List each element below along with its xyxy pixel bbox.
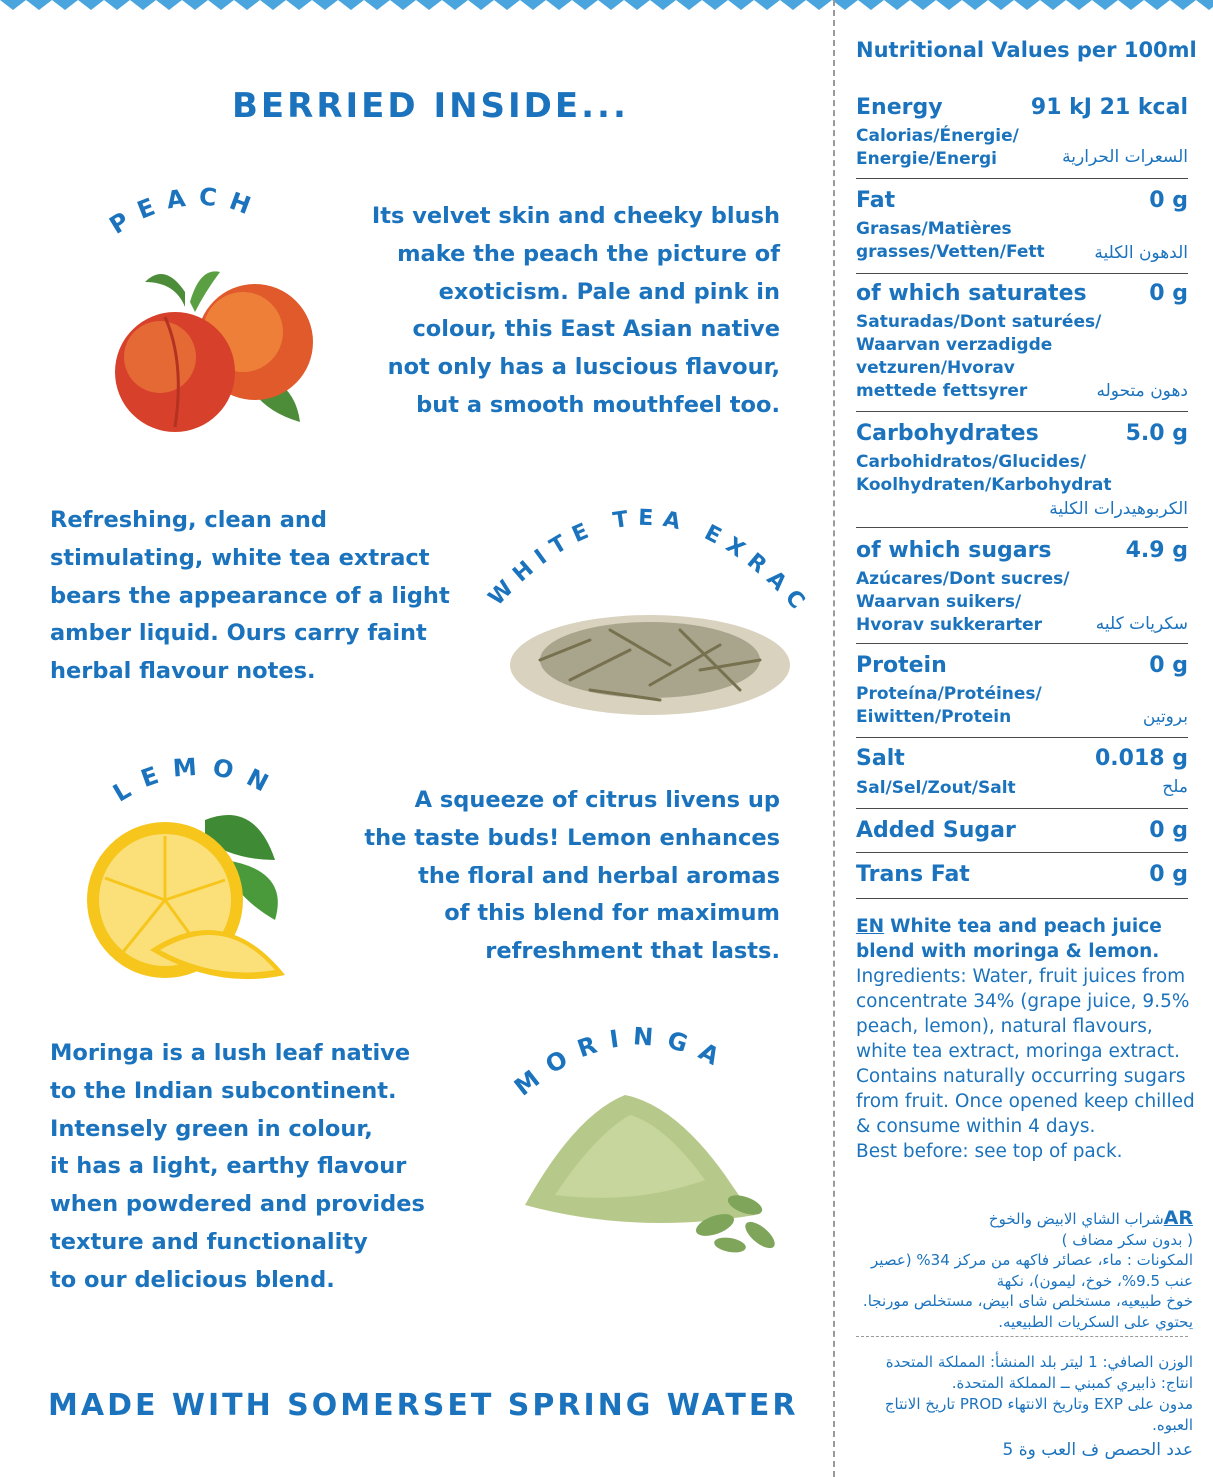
arabic-line: مدون على EXP وتاريخ الانتهاء PROD تاريخ الانتاج العبوه. <box>884 1395 1193 1434</box>
row-divider <box>856 737 1188 738</box>
text-line: A squeeze of citrus livens up <box>414 787 780 813</box>
nutrient-label: Added Sugar <box>856 818 1016 843</box>
nutrient-translations: Carbohidratos/Glucides/ Koolhydraten/Karbohydrat <box>856 452 1112 495</box>
peach-image <box>105 262 315 442</box>
nutrient-label: Trans Fat <box>856 862 970 887</box>
nutrient-translations: Grasas/Matières grasses/Vetten/Fett <box>856 219 1045 262</box>
text-line: the taste buds! Lemon enhances <box>364 824 780 851</box>
white-tea-image <box>500 590 800 730</box>
nutrient-arabic: بروتين <box>1142 707 1188 727</box>
text-line: not only has a luscious flavour, <box>387 354 780 381</box>
product-description: White tea and peach juice blend with moringa & lemon. <box>856 916 1162 962</box>
peach-label: PEACH <box>104 182 266 240</box>
text-line: stimulating, white tea extract <box>50 544 430 571</box>
nutrition-row-carbohydrates <box>856 421 1188 521</box>
nutrient-arabic: السعرات الحرارية <box>1062 147 1188 167</box>
nutrient-value: 0.018 g <box>1095 746 1188 771</box>
row-divider <box>856 808 1188 809</box>
arabic-line: خوخ طبيعيه، مستخلص شاى ابيض، مستخلص مورنجا. <box>862 1292 1193 1310</box>
arabic-line: يحتوي على السكريات الطبيعيه. <box>998 1312 1193 1331</box>
text-line: bears the appearance of a light <box>50 582 450 609</box>
row-divider <box>856 643 1188 644</box>
text-line: refreshment that lasts. <box>485 938 780 965</box>
ingredients-arabic <box>853 1208 1193 1332</box>
nutrient-value: 4.9 g <box>1125 538 1188 563</box>
nutrient-arabic: سكريات كليه <box>1095 614 1188 634</box>
nutrient-arabic: دهون متحوله <box>1096 381 1188 401</box>
nutrition-row-saturates <box>856 281 1188 406</box>
text-line: Its velvet skin and cheeky blush <box>371 203 780 229</box>
svg-text:PEACH <box>105 182 266 240</box>
nutrient-label: Energy <box>856 95 943 120</box>
row-divider <box>856 527 1188 528</box>
moringa-description <box>50 1035 470 1300</box>
text-line: texture and functionality <box>50 1228 368 1255</box>
lemon-description <box>320 782 780 971</box>
row-divider <box>856 411 1188 412</box>
arabic-line: الوزن الصافي: 1 ليتر بلد المنشأ: المملكة المتحدة <box>885 1353 1193 1371</box>
nutrient-value: 5.0 g <box>1125 421 1188 446</box>
text-line: amber liquid. Ours carry faint <box>50 620 427 647</box>
nutrition-row-sugars <box>856 538 1188 638</box>
nutrition-row-salt <box>856 746 1188 806</box>
nutrition-row-protein <box>856 653 1188 733</box>
text-line: Refreshing, clean and <box>50 507 328 533</box>
nutrient-translations: Saturadas/Dont saturées/ Waarvan verzadigde vetzuren/Hvorav mettede fettsyrer <box>856 312 1102 401</box>
arabic-line: المكونات : ماء، عصائر فاكهه من مركز 34% (عصير عنب 9.5%، خوخ، ليمون)، نكهة <box>871 1251 1193 1290</box>
peach-arc-label <box>100 180 300 250</box>
arabic-line: ( بدون سكر مضاف ) <box>1061 1230 1193 1249</box>
footer-tagline: MADE WITH SOMERSET SPRING WATER <box>48 1388 799 1423</box>
nutrient-label: of which sugars <box>856 538 1052 563</box>
nutrient-label: Protein <box>856 653 947 678</box>
text-line: to our delicious blend. <box>50 1266 335 1293</box>
text-line: when powdered and provides <box>50 1191 425 1218</box>
text-line: make the peach the picture of <box>397 240 780 267</box>
lemon-image <box>75 800 295 985</box>
nutrient-value: 0 g <box>1149 188 1188 213</box>
nutrient-translations: Sal/Sel/Zout/Salt <box>856 778 1016 798</box>
nutrient-value: 0 g <box>1149 281 1188 306</box>
row-divider <box>856 178 1188 179</box>
peach-description <box>340 198 780 425</box>
moringa-image <box>515 1085 790 1255</box>
nutrition-row-fat <box>856 188 1188 268</box>
arabic-line: عدد الحصص ف العب وة 5 <box>1002 1440 1193 1460</box>
nutrient-arabic: ملح <box>1162 777 1188 797</box>
row-divider <box>856 852 1188 853</box>
text-line: herbal flavour notes. <box>50 658 316 685</box>
text-line: of this blend for maximum <box>444 900 780 927</box>
language-tag-en: EN <box>856 916 885 937</box>
text-line: colour, this East Asian native <box>412 316 780 343</box>
nutrient-translations: Azúcares/Dont sucres/ Waarvan suikers/ Hvorav sukkerarter <box>856 569 1070 635</box>
text-line: Intensely green in colour, <box>50 1115 373 1142</box>
row-divider <box>856 273 1188 274</box>
text-line: to the Indian subcontinent. <box>50 1077 397 1104</box>
nutrient-translations: Calorias/Énergie/ Energie/Energi <box>856 126 1019 169</box>
nutrient-arabic: الكربوهيدرات الكلية <box>1049 499 1188 519</box>
nutrient-value: 91 kJ 21 kcal <box>1030 95 1188 120</box>
ingredients-english <box>856 914 1201 1164</box>
nutrient-arabic: الدهون الكلية <box>1094 243 1188 263</box>
nutrition-row-added-sugar <box>856 818 1188 848</box>
nutrient-label: Salt <box>856 746 905 771</box>
ingredients-text: Ingredients: Water, fruit juices from concentrate 34% (grape juice, 9.5% peach, lemon), natural flavours, white tea extract, moringa extract. Contains naturally occurring sugars from fruit. Once opened keep chilled & consume within 4 days. <box>856 966 1195 1137</box>
nutrition-title: Nutritional Values per 100ml <box>856 38 1197 62</box>
arabic-divider <box>856 1336 1188 1337</box>
best-before-text: Best before: see top of pack. <box>856 1141 1123 1162</box>
lemon-label: LEMON <box>108 752 286 808</box>
nutrition-panel <box>840 0 1213 1477</box>
text-line: exoticism. Pale and pink in <box>438 278 780 305</box>
text-line: the floral and herbal aromas <box>418 862 780 889</box>
language-tag-ar: AR <box>1163 1207 1193 1229</box>
nutrition-row-energy <box>856 95 1188 175</box>
nutrient-translations: Proteína/Protéines/ Eiwitten/Protein <box>856 684 1042 727</box>
nutrient-value: 0 g <box>1149 818 1188 843</box>
text-line: Moringa is a lush leaf native <box>50 1040 411 1066</box>
text-line: it has a light, earthy flavour <box>50 1153 407 1180</box>
arabic-line: انتاج: ذابيري كمبني ــ المملكة المتحدة. <box>951 1374 1193 1392</box>
row-divider <box>856 898 1188 899</box>
nutrient-label: Carbohydrates <box>856 421 1039 446</box>
white-tea-label: WHITE TEA EXRACT <box>462 461 816 621</box>
nutrient-label: Fat <box>856 188 896 213</box>
arabic-line: شراب الشاي الابيض والخوخ <box>988 1210 1164 1228</box>
nutrient-value: 0 g <box>1149 653 1188 678</box>
product-info-arabic <box>853 1352 1193 1461</box>
text-line: but a smooth mouthfeel too. <box>416 391 780 418</box>
white-tea-description <box>50 502 470 691</box>
nutrient-label: of which saturates <box>856 281 1087 306</box>
column-divider <box>833 0 835 1477</box>
nutrition-row-trans-fat <box>856 862 1188 892</box>
page-title: BERRIED INSIDE... <box>232 86 629 126</box>
nutrient-value: 0 g <box>1149 862 1188 887</box>
moringa-label: MORINGA <box>509 1022 736 1102</box>
